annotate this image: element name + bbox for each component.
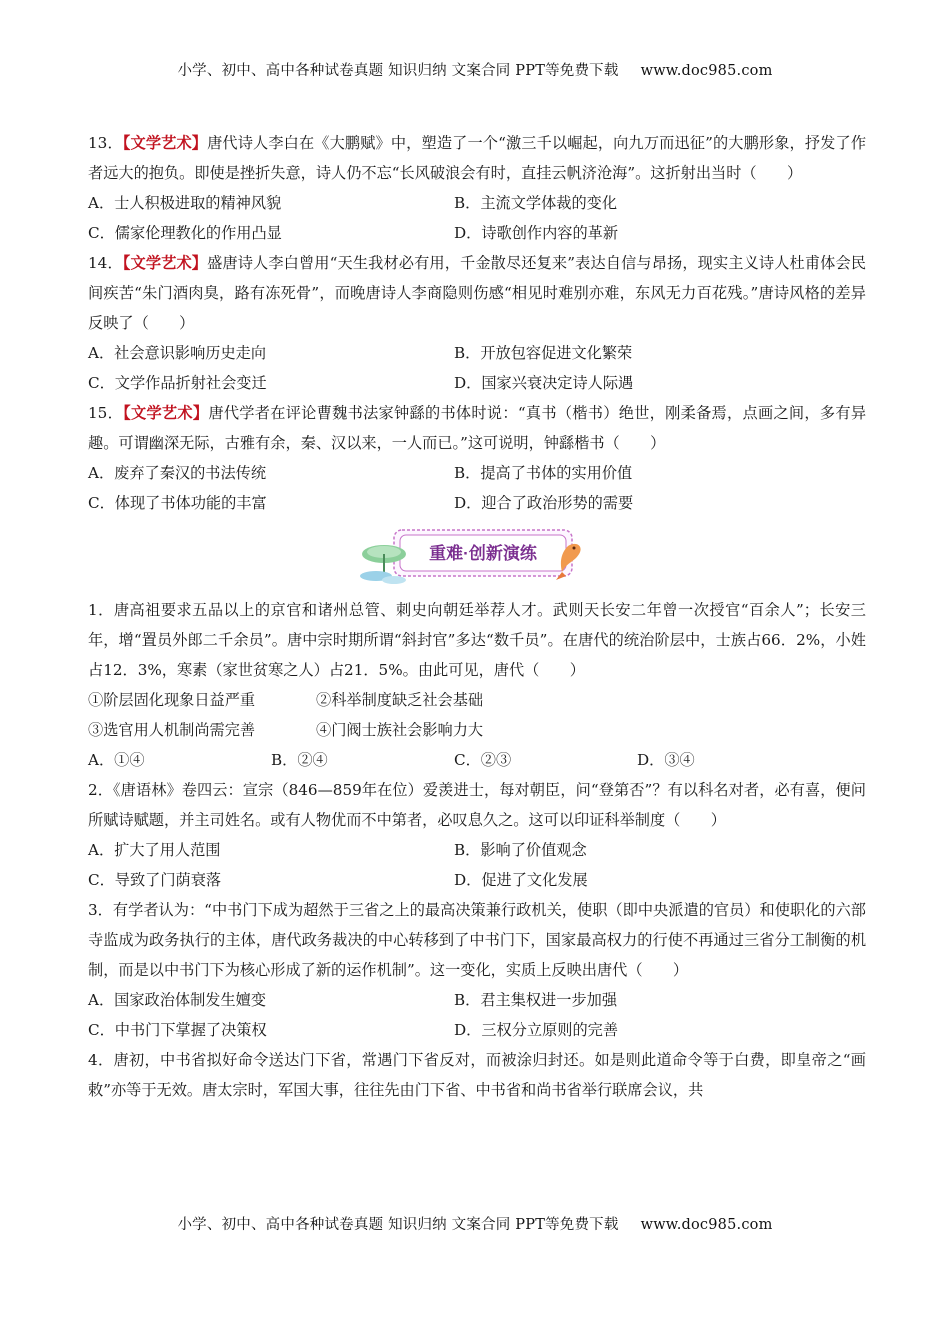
option-c[interactable]: C．导致了门荫衰落 [88, 871, 222, 889]
options [88, 835, 866, 895]
question-15 [88, 398, 866, 518]
option-d[interactable]: D．③④ [637, 751, 695, 769]
option-c[interactable]: C．②③ [454, 751, 512, 769]
option-c[interactable]: C．中书门下掌握了决策权 [88, 1021, 267, 1039]
statement-4: ④门阀士族社会影响力大 [316, 721, 484, 739]
statement-3: ③选官用人机制尚需完善 [88, 721, 256, 739]
question-number: 15． [88, 404, 124, 422]
option-a[interactable]: A．士人积极进取的精神风貌 [88, 194, 282, 212]
option-d[interactable]: D．迎合了政治形势的需要 [454, 494, 634, 512]
question-text: 唐代学者在评论曹魏书法家钟繇的书体时说：“真书（楷书）绝世，刚柔备焉，点画之间，多有异趣。可谓幽深无际，古雅有余，秦、汉以来，一人而已。”这可说明，钟繇楷书（ ） [88, 404, 867, 452]
practice-question-3 [88, 895, 866, 1045]
options [88, 338, 866, 398]
topic-tag: 【文学艺术】 [123, 404, 209, 422]
option-c[interactable]: C．体现了书体功能的丰富 [88, 494, 267, 512]
question-stem [88, 398, 866, 458]
option-b[interactable]: B．②④ [271, 751, 328, 769]
option-b[interactable]: B．提高了书体的实用价值 [454, 464, 633, 482]
option-a[interactable]: A．社会意识影响历史走向 [88, 344, 267, 362]
option-d[interactable]: D．诗歌创作内容的革新 [454, 224, 619, 242]
statement-1: ①阶层固化现象日益严重 [88, 691, 256, 709]
question-number: 13． [88, 134, 123, 152]
banner-title: 重难·创新演练 [429, 544, 537, 563]
option-b[interactable]: B．君主集权进一步加强 [454, 991, 618, 1009]
page-footer [0, 1213, 950, 1234]
option-a[interactable]: A．①④ [88, 751, 145, 769]
option-a[interactable]: A．废弃了秦汉的书法传统 [88, 464, 267, 482]
statement-2: ②科举制度缺乏社会基础 [316, 691, 484, 709]
option-b[interactable]: B．主流文学体裁的变化 [454, 194, 618, 212]
practice-question-4 [88, 1045, 866, 1105]
section-banner [88, 518, 866, 595]
header-text: 小学、初中、高中各种试卷真题 知识归纳 文案合同 PPT等免费下载 [177, 63, 619, 79]
question-number: 14． [88, 254, 123, 272]
option-a[interactable]: A．扩大了用人范围 [88, 841, 221, 859]
banner-graphic [354, 524, 584, 588]
option-d[interactable]: D．三权分立原则的完善 [454, 1021, 619, 1039]
statements-row-1 [88, 685, 866, 715]
practice-question-1 [88, 595, 866, 775]
option-a[interactable]: A．国家政治体制发生嬗变 [88, 991, 267, 1009]
options [88, 745, 866, 775]
question-text: 盛唐诗人李白曾用“天生我材必有用，千金散尽还复来”表达自信与昂扬，现实主义诗人杜甫体会民间疾苦“朱门酒肉臭，路有冻死骨”，而晚唐诗人李商隐则伤感“相见时难别亦难，东风无力百花残。”唐诗风格的差异反映了（ ） [88, 254, 867, 332]
topic-tag: 【文学艺术】 [122, 254, 208, 272]
statements-row-2 [88, 715, 866, 745]
practice-question-2 [88, 775, 866, 895]
options [88, 458, 866, 518]
question-text: 唐代诗人李白在《大鹏赋》中，塑造了一个“激三千以崛起，向九万而迅征”的大鹏形象，抒发了作者远大的抱负。即使是挫折失意，诗人仍不忘“长风破浪会有时，直挂云帆济沧海”。这折射出当时（ ） [88, 134, 867, 182]
question-13 [88, 128, 866, 248]
question-14 [88, 248, 866, 398]
topic-tag: 【文学艺术】 [122, 134, 208, 152]
option-d[interactable]: D．国家兴衰决定诗人际遇 [454, 374, 634, 392]
question-stem: 1．唐高祖要求五品以上的京官和诸州总管、刺史向朝廷举荐人才。武则天长安二年曾一次授官“百余人”；长安三年，增“置员外郎二千余员”。唐中宗时期所谓“斜封官”多达“数千员”。在唐代的统治阶层中，士族占66．2%，小姓占12．3%，寒素（家世贫寒之人）占21．5%。由此可见，唐代（ ） [88, 601, 866, 679]
page-content [88, 128, 866, 1105]
question-stem: 4．唐初，中书省拟好命令送达门下省，常遇门下省反对，而被涂归封还。如是则此道命令等于白费，即皇帝之“画敕”亦等于无效。唐太宗时，军国大事，往往先由门下省、中书省和尚书省举行联席会议，共 [88, 1051, 866, 1099]
header-site[interactable]: www.doc985.com [640, 63, 773, 79]
footer-site[interactable]: www.doc985.com [640, 1217, 773, 1233]
option-b[interactable]: B．开放包容促进文化繁荣 [454, 344, 633, 362]
question-stem: 2．《唐语林》卷四云：宣宗（846—859年在位）爱羡进士，每对朝臣，问“登第否”？有以科名对者，必有喜，便问所赋诗赋题，并主司姓名。或有人物优而不中第者，必叹息久之。这可以印证科举制度（ ） [88, 781, 866, 829]
options [88, 985, 866, 1045]
page-header [0, 59, 950, 80]
option-c[interactable]: C．文学作品折射社会变迁 [88, 374, 267, 392]
option-b[interactable]: B．影响了价值观念 [454, 841, 587, 859]
question-stem [88, 128, 866, 188]
option-d[interactable]: D．促进了文化发展 [454, 871, 588, 889]
options [88, 188, 866, 248]
question-stem [88, 248, 866, 338]
option-c[interactable]: C．儒家伦理教化的作用凸显 [88, 224, 282, 242]
question-stem: 3．有学者认为：“中书门下成为超然于三省之上的最高决策兼行政机关，使职（即中央派遣的官员）和使职化的六部寺监成为政务执行的主体，唐代政务裁决的中心转移到了中书门下，国家最高权力的行使不再通过三省分工制衡的机制，而是以中书门下为核心形成了新的运作机制”。这一变化，实质上反映出唐代（ ） [88, 901, 866, 979]
footer-text: 小学、初中、高中各种试卷真题 知识归纳 文案合同 PPT等免费下载 [177, 1217, 619, 1233]
